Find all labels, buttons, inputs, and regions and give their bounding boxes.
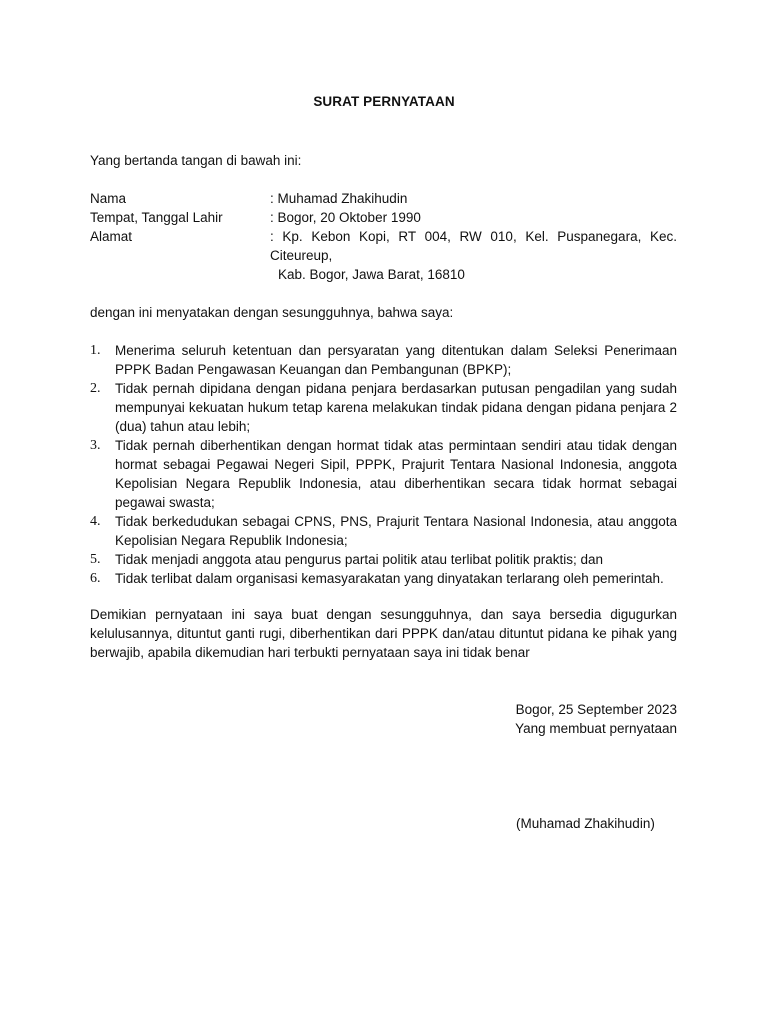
document-title: SURAT PERNYATAAN <box>313 94 455 109</box>
list-item <box>90 341 677 379</box>
closing-paragraph: Demikian pernyataan ini saya buat dengan sesungguhnya, dan saya bersedia digugurkan kelulusannya, dituntut ganti rugi, diberhentikan dari PPPK dan/atau dituntut pidana ke pihak yang berwajib, apabila dikemudian hari terbukti pernyataan saya ini tidak benar <box>90 607 677 660</box>
identity-row-birth <box>90 208 677 227</box>
birth-value: : Bogor, 20 Oktober 1990 <box>270 210 421 225</box>
address-line-1: : Kp. Kebon Kopi, RT 004, RW 010, Kel. Puspanegara, Kec. Citeureup, <box>270 229 677 263</box>
list-item <box>90 569 677 588</box>
name-label: Nama <box>90 191 127 206</box>
address-value <box>270 227 677 284</box>
statement-list <box>90 341 677 588</box>
list-item <box>90 379 677 436</box>
list-item-text: Tidak menjadi anggota atau pengurus partai politik atau terlibat politik praktis; dan <box>115 552 604 567</box>
list-item <box>90 512 677 550</box>
address-line-2: Kab. Bogor, Jawa Barat, 16810 <box>278 267 465 282</box>
signer-name: (Muhamad Zhakihudin) <box>516 816 655 831</box>
list-item <box>90 550 677 569</box>
identity-row-name <box>90 189 677 208</box>
list-item-text: Tidak pernah dipidana dengan pidana penjara berdasarkan putusan pengadilan yang sudah mempunyai kekuatan hukum tetap karena melakukan tindak pidana dengan pidana penjara 2 (dua) tahun atau lebih; <box>115 381 677 434</box>
signature-place-date: Bogor, 25 September 2023 <box>515 702 677 717</box>
signature-block <box>515 700 677 738</box>
identity-block <box>90 189 677 284</box>
list-item <box>90 436 677 512</box>
list-item-number: 4. <box>90 514 101 529</box>
signature-role: Yang membuat pernyataan <box>515 721 677 736</box>
list-item-text: Tidak berkedudukan sebagai CPNS, PNS, Prajurit Tentara Nasional Indonesia, atau anggota Kepolisian Negara Republik Indonesia; <box>115 514 677 548</box>
statement-intro: dengan ini menyatakan dengan sesungguhnya, bahwa saya: <box>90 305 454 320</box>
identity-row-address <box>90 227 677 284</box>
birth-label: Tempat, Tanggal Lahir <box>90 210 223 225</box>
list-item-number: 6. <box>90 571 101 586</box>
list-item-text: Menerima seluruh ketentuan dan persyaratan yang ditentukan dalam Seleksi Penerimaan PPPK Badan Pengawasan Keuangan dan Pembangunan (BPKP); <box>115 343 677 377</box>
list-item-number: 5. <box>90 552 101 567</box>
list-item-text: Tidak pernah diberhentikan dengan hormat tidak atas permintaan sendiri atau tidak dengan hormat sebagai Pegawai Negeri Sipil, PPPK, Prajurit Tentara Nasional Indonesia, anggota Kepolisian Negara Republik Indonesia, atau diberhentikan secara tidak hormat sebagai pegawai swasta; <box>115 438 677 510</box>
name-value: : Muhamad Zhakihudin <box>270 191 408 206</box>
list-item-number: 1. <box>90 343 101 358</box>
list-item-number: 3. <box>90 438 101 453</box>
address-label: Alamat <box>90 229 133 244</box>
intro-text: Yang bertanda tangan di bawah ini: <box>90 153 302 168</box>
list-item-text: Tidak terlibat dalam organisasi kemasyarakatan yang dinyatakan terlarang oleh pemerintah. <box>115 571 664 586</box>
list-item-number: 2. <box>90 381 101 396</box>
